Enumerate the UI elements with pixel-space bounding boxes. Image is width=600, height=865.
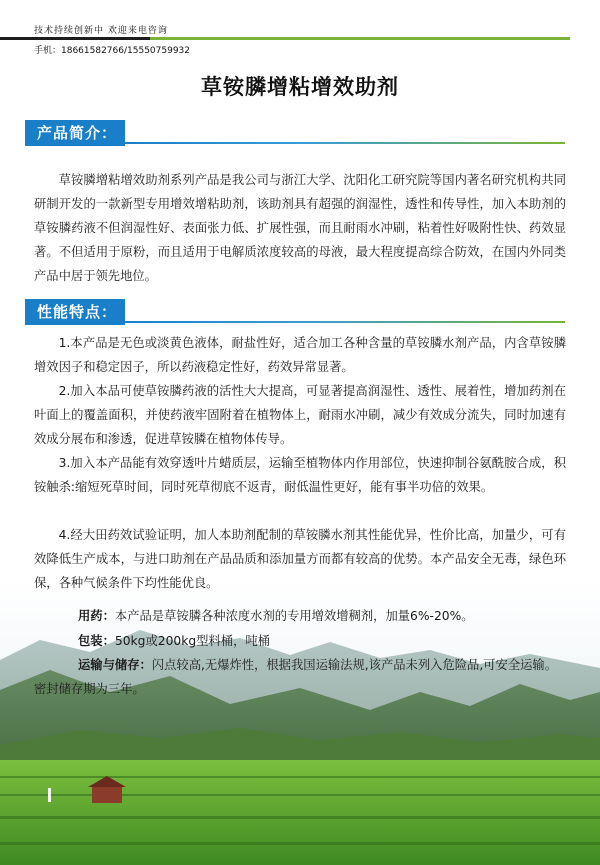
usage-label: 用药：: [78, 609, 115, 623]
feature-item-3: 3.加入本产品能有效穿透叶片蜡质层，运输至植物体内作用部位，快速抑制谷氨酰胺合成，积铵触杀:缩短死草时间，同时死草彻底不返青，耐低温性更好，能有事半功倍的效果。: [34, 456, 566, 494]
header-phone: 手机：18661582766/15550759932: [34, 46, 191, 56]
header-tagline: 技术持续创新中 欢迎来电咨询: [34, 26, 168, 36]
packaging-text: 50kg或200kg型料桶，吨桶: [114, 634, 270, 648]
intro-paragraph: 草铵膦增粘增效助剂系列产品是我公司与浙江大学、沈阳化工研究院等国内著名研究机构共同研制开发的一款新型专用增效增粘助剂，该助剂具有超强的润湿性，透性和传导性，加入本助剂的草铵膦药液不但润湿性好、表面张力低、扩展性强，而且耐雨水冲刷，粘着性好吸附性快、药效显著。不但适用于原粉，而且适用于电解质浓度较高的母液，最大程度提高综合防效，在国内外同类产品中居于领先地位。: [34, 173, 566, 283]
usage-text: 本产品是草铵膦各种浓度水剂的专用增效增稠剂，加量6%-20%。: [114, 609, 474, 623]
header-rule-green: [150, 37, 570, 40]
intro-heading: 产品简介：: [25, 120, 125, 146]
storage-label: 运输与储存：: [78, 658, 152, 672]
header-rule-dark: [0, 37, 150, 40]
feature-item-2: 2.加入本品可使草铵膦药液的活性大大提高，可显著提高润湿性、透性、展着性，增加药剂在叶面上的覆盖面积，并使药液牢固附着在植物体上，耐雨水冲刷，减少有效成分流失，同时加速有效成分展布和渗透，促进草铵膦在植物体传导。: [34, 384, 566, 446]
packaging-line: [78, 629, 568, 653]
intro-heading-rule: [125, 142, 565, 144]
page-title: 草铵膦增粘增效助剂: [201, 75, 399, 99]
features-heading: 性能特点：: [25, 299, 125, 325]
usage-line: [78, 604, 568, 628]
storage-line: [34, 653, 566, 701]
packaging-label: 包装：: [78, 634, 115, 648]
page-header: [0, 0, 600, 60]
features-heading-rule: [125, 321, 565, 323]
storage-text: 闪点较高,无爆炸性，根据我国运输法规,该产品未列入危险品,可安全运输。密封储存期为三年。: [34, 658, 558, 696]
feature-item-4: 4.经大田药效试验证明，加人本助剂配制的草铵膦水剂其性能优异，性价比高，加量少，可有效降低生产成本，与进口助剂在产品品质和添加量方而都有较高的优势。本产品安全无毒，绿色环保，各种气候条件下均性能优良。: [34, 528, 566, 590]
feature-item-1: 1.本产品是无色或淡黄色液体，耐盐性好，适合加工各种含量的草铵膦水剂产品，内含草铵膦增效因子和稳定因子，所以药液稳定性好，药效异常显著。: [34, 336, 566, 374]
